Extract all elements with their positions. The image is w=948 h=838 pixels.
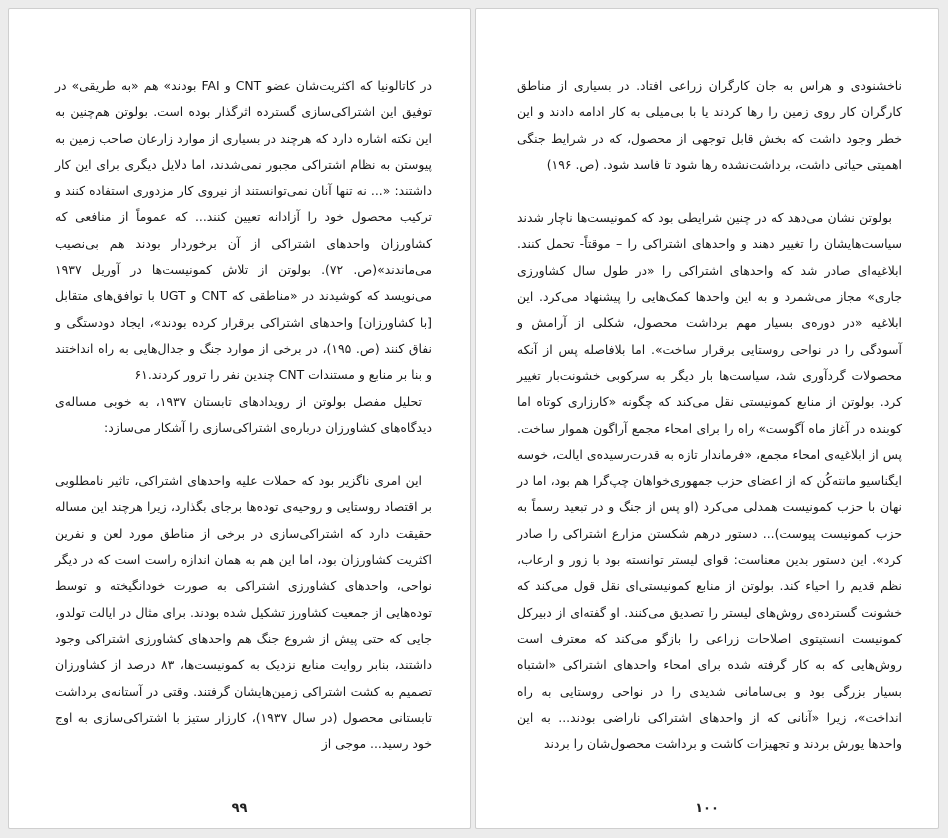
page-text — [55, 73, 432, 757]
page-text — [517, 73, 902, 757]
block-quote: ناخشنودی و هراس به جان کارگران زراعی افتاد. در بسیاری از مناطق کارگران کار روی زمین را رها کردند یا با بی‌میلی به کار ادامه دادند و این خطر وجود داشت که بخش قابل توجهی از محصول، که در شرایط جنگی اهمیتی حیاتی داشت، برداشت‌نشده رها شود تا فاسد شود. (ص. ۱۹۶) — [517, 78, 902, 172]
paragraph: بولوتن نشان می‌دهد که در چنین شرایطی بود که کمونیست‌ها ناچار شدند سیاست‌هایشان را تغییر دهند و واحدهای اشتراکی را – موقتاً- تحمل کنند. ابلاغیه‌ای صادر شد که واحدهای اشتراکی را «در طول سال کشاورزی جاری» مجاز می‌شمرد و به این واحدها کمک‌هایی را پیشنهاد می‌کرد. این ابلاغیه «در دوره‌ی بسیار مهم برداشت محصول، شکلی از آرامش و آسودگی را در نواحی روستایی برقرار ساخت». اما بلافاصله پس از آنکه محصولات گردآوری شد، سیاست‌ها بار دیگر به سرکوبی خشونت‌بار تغییر کرد. بولوتن از منابع کمونیستی نقل می‌کند که چگونه «کارزاری کوتاه اما کوبنده در آغاز ماه آگوست» راه را برای امحاء مجمع آراگون هموار ساخت. پس از ابلاغیه‌ی امحاء مجمع، «فرماندار تازه به قدرت‌رسیده‌ی ایالت، خوسه ایگناسیو مانته‌کُن که از اعضای حزب جمهوری‌خواهان چپ‌گرا هم بود، اما در نهان با حزب کمونیست همدلی می‌کرد (او پس از جنگ و در تبعید رسماً به حزب کمونیست پیوست)... دستور درهم شکستن مزارع اشتراکی را صادر کرد». این دستور بدین معناست: قوای لیستر توانسته بود با زور و ارعاب، نظم قدیم را احیاء کند. بولوتن از منابع کمونیستی‌ای نقل قول می‌کند که خشونت گسترده‌ی روش‌های لیستر را تصدیق می‌کنند. او گفته‌ای از دبیرکل کمونیست انستیتوی اصلاحات زراعی را بازگو می‌کند که معترف است روش‌هایی که به کار گرفته شده برای امحاء واحدهای اشتراکی «اشتباه بسیار بزرگی بود و بی‌سامانی شدیدی را در نواحی روستایی به راه انداخت»، زیرا «آنانی که از واحدهای اشتراکی ناراضی بودند... به این واحدها یورش بردند و تجهیزات کاشت و برداشت محصول‌شان را بردند — [517, 210, 902, 752]
paragraph: در کاتالونیا که اکثریت‌شان عضو CNT و FAI بودند» هم «به طریقی» در توفیق این اشتراکی‌سازی گسترده اثرگذار بوده است. بولوتن هم‌چنین به این نکته اشاره دارد که هرچند در بسیاری از موارد زارعان صاحب زمین به پیوستن به نظام اشتراکی مجبور نمی‌شدند، اما دلایل دیگری برای این کار داشتند: «... نه تنها آنان نمی‌توانستند از نیروی کار مزدوری استفاده کنند و ترکیب محصول خود را آزادانه تعیین کنند... که عموماً از منافعی که کشاورزان واحدهای اشتراکی از آن برخوردار بودند هم بی‌نصیب می‌ماندند»(ص. ۷۲). بولوتن از تلاش کمونیست‌ها در آوریل ۱۹۳۷ می‌نویسد که کوشیدند در «مناطقی که CNT و UGT با توافق‌های متقابل [با کشاورزان] واحدهای اشتراکی برقرار کرده بودند»، ایجاد دودستگی و نفاق کنند (ص. ۱۹۵)، در برخی از موارد جنگ و جدال‌هایی به راه انداختند و بنا بر منابع و مستندات CNT چندین نفر را ترور کردند.۶۱ — [55, 78, 432, 383]
paragraph: تحلیل مفصل بولوتن از رویدادهای تابستان ۱۹۳۷، به خوبی مساله‌ی دیدگاه‌های کشاورزان درباره‌ی اشتراکی‌سازی را آشکار می‌سازد: — [55, 393, 432, 435]
book-page-left — [8, 8, 471, 829]
block-quote: این امری ناگزیر بود که حملات علیه واحدهای اشتراکی، تاثیر نامطلوبی بر اقتصاد روستایی و روحیه‌ی توده‌ها برجای بگذارد، زیرا هرچند این مساله حقیقت دارد که اشتراکی‌سازی در برخی از مناطق مورد لعن و نفرین اکثریت کشاورزان بود، اما این هم به همان اندازه راست است که در دیگر نواحی، واحدهای کشاورزی اشتراکی به صورت خودانگیخته و توسط توده‌هایی از جمعیت کشاورز تشکیل شده بودند. برای مثال در ایالت تولدو، جایی که حتی پیش از شروع جنگ هم واحدهای کشاورزی اشتراکی وجود داشتند، بنابر روایت منابع نزدیک به کمونیست‌ها، ۸۳ درصد از کشاورزان تصمیم به کشت اشتراکی زمین‌هایشان گرفتند. وقتی در آستانه‌ی برداشت تابستانی محصول (در سال ۱۹۳۷)، کارزار ستیز با اشتراکی‌سازی به اوج خود رسید... موجی از — [55, 473, 432, 752]
book-page-right — [475, 8, 939, 829]
page-number: ۹۹ — [231, 801, 248, 816]
page-number: ۱۰۰ — [695, 801, 719, 816]
